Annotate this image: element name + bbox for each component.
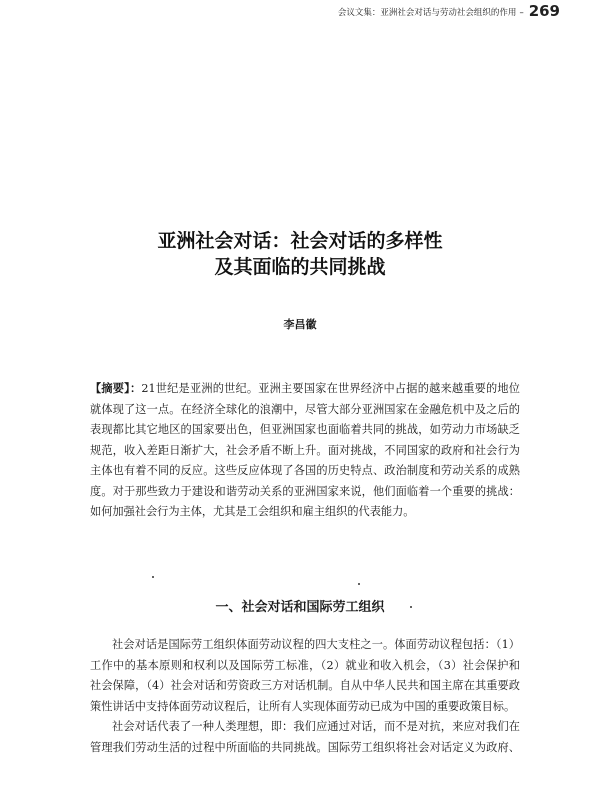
body-line: 社会对话是国际劳工组织体面劳动议程的四大支柱之一。体面劳动议程包括：（1） bbox=[112, 638, 520, 651]
running-head-series: 会议文集： bbox=[337, 8, 381, 18]
abstract-line: 度。对于那些致力于建设和谐劳动关系的亚洲国家来说，他们面临着一个重要的挑战： bbox=[90, 484, 520, 498]
running-head-subtitle: 亚洲社会对话与劳动社会组织的作用 bbox=[380, 8, 517, 18]
abstract-line: 主体也有着不同的反应。这些反应体现了各国的历史特点、政治制度和劳动关系的成熟 bbox=[90, 464, 520, 477]
title-line-1: 亚洲社会对话：社会对话的多样性 bbox=[157, 230, 443, 252]
running-head bbox=[240, 4, 560, 20]
body-line: 策性讲话中支持体面劳动议程后，让所有人实现体面劳动已成为中国的重要政策目标。 bbox=[90, 699, 516, 713]
body-line: 管理我们劳动生活的过程中所面临的共同挑战。国际劳工组织将社会对话定义为政府、 bbox=[90, 740, 520, 754]
abstract-label: 【摘要】： bbox=[90, 382, 142, 395]
abstract bbox=[90, 379, 520, 523]
page-number: 269 bbox=[528, 4, 560, 20]
scan-speck bbox=[358, 583, 360, 585]
paper-title bbox=[0, 228, 600, 280]
author-name: 李昌徽 bbox=[283, 318, 317, 331]
scan-speck bbox=[152, 576, 154, 578]
running-head-separator: – bbox=[519, 8, 524, 18]
body-text bbox=[90, 635, 520, 758]
abstract-line: 规范，收入差距日渐扩大，社会矛盾不断上升。面对挑战，不同国家的政府和社会行为 bbox=[90, 443, 520, 457]
abstract-text: 21世纪是亚洲的世纪。亚洲主要国家在世界经济中占据的越来越重要的地位 bbox=[141, 382, 520, 395]
abstract-line: 表现都比其它地区的国家要出色，但亚洲国家也面临着共同的挑战，如劳动力市场缺乏 bbox=[90, 423, 520, 436]
abstract-line: 就体现了这一点。在经济全球化的浪潮中，尽管大部分亚洲国家在金融危机中及之后的 bbox=[90, 402, 520, 416]
title-line-2: 及其面临的共同挑战 bbox=[214, 256, 386, 278]
section-heading: 一、社会对话和国际劳工组织 bbox=[215, 600, 385, 615]
abstract-line bbox=[90, 379, 520, 400]
body-line: 工作中的基本原则和权利以及国际劳工标准，（2）就业和收入机会，（3）社会保护和 bbox=[90, 658, 520, 672]
body-line: 社会保障，（4）社会对话和劳资政三方对话机制。自从中华人民共和国主席在其重要政 bbox=[90, 679, 520, 692]
body-line: 社会对话代表了一种人类理想，即：我们应通过对话，而不是对抗，来应对我们在 bbox=[112, 720, 520, 733]
abstract-line: 如何加强社会行为主体，尤其是工会组织和雇主组织的代表能力。 bbox=[90, 505, 415, 518]
